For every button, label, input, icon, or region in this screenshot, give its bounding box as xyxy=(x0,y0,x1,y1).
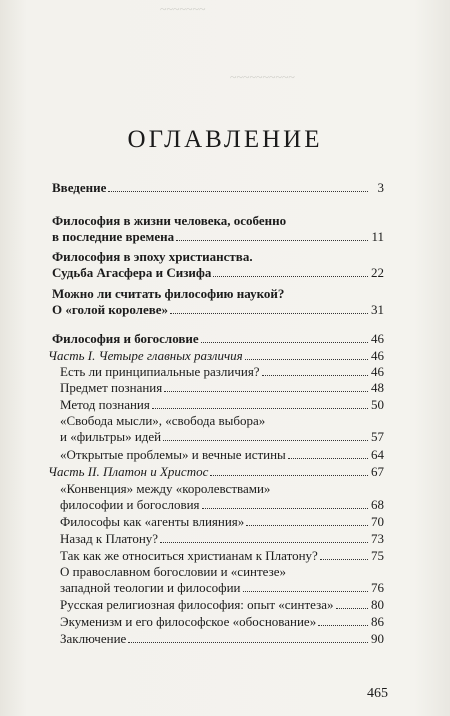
dot-leader xyxy=(202,508,368,509)
toc-entry-title: Философия и богословие xyxy=(52,331,199,346)
toc-entry xyxy=(60,531,384,547)
toc-entry-page: 90 xyxy=(371,631,384,646)
dot-leader xyxy=(210,475,368,476)
toc-entry-title: Часть I. Четыре главных различия xyxy=(48,348,243,363)
toc-entry-title: в последние времена xyxy=(52,229,175,244)
toc-entry-title: Можно ли считать философию наукой? xyxy=(52,286,285,301)
toc-entry-page: 68 xyxy=(371,497,384,512)
toc-entry xyxy=(60,564,384,596)
toc-entry-title: Философы как «агенты влияния» xyxy=(60,514,245,529)
toc-entry-title: Метод познания xyxy=(60,397,150,412)
dot-leader xyxy=(213,276,368,277)
toc-entry-page: 31 xyxy=(371,302,384,317)
toc-entry-page: 86 xyxy=(371,614,384,629)
toc-entry xyxy=(60,514,384,530)
dot-leader xyxy=(336,608,369,609)
toc-entry xyxy=(60,447,384,463)
toc-entry xyxy=(52,249,384,281)
toc-entry-title: философии и богословия xyxy=(60,497,200,512)
dot-leader xyxy=(318,625,368,626)
toc-entry-page: 80 xyxy=(371,597,384,612)
toc-entry xyxy=(52,180,384,196)
toc-entry-page: 73 xyxy=(371,531,384,546)
toc-entry xyxy=(60,548,384,564)
bleed-through-text: ~~~~~~~~~~ xyxy=(230,70,295,84)
toc-entry-title: Философия в эпоху христианства. xyxy=(52,249,253,264)
dot-leader xyxy=(320,559,368,560)
toc-entry-title: О православном богословии и «синтезе» xyxy=(60,564,287,579)
toc-entry-page: 48 xyxy=(371,380,384,395)
toc-entry-page: 3 xyxy=(377,180,384,195)
dot-leader xyxy=(262,375,368,376)
toc-entry-title: Судьба Агасфера и Сизифа xyxy=(52,265,212,280)
dot-leader xyxy=(176,240,368,241)
bleed-through-text: ~~~~~~~ xyxy=(160,2,206,16)
toc-entry xyxy=(52,286,384,318)
toc-entry-title: О «голой королеве» xyxy=(52,302,169,317)
toc-entry-title: Введение xyxy=(52,180,107,195)
toc-entry-title: Экуменизм и его философское «обоснование» xyxy=(60,614,317,629)
toc-entry-page: 46 xyxy=(371,348,384,363)
toc-entry-page: 11 xyxy=(371,229,384,244)
dot-leader xyxy=(164,391,368,392)
dot-leader xyxy=(288,458,368,459)
toc-entry-title: и «фильтры» идей xyxy=(60,429,162,444)
toc-entry xyxy=(60,481,384,513)
toc-entry-title: Есть ли принципиальные различия? xyxy=(60,364,260,379)
toc-entry-title: Философия в жизни человека, особенно xyxy=(52,213,287,228)
dot-leader xyxy=(246,525,368,526)
toc-entry-page: 57 xyxy=(371,429,384,444)
toc-entry xyxy=(60,397,384,413)
toc-entry xyxy=(52,331,384,347)
toc-entry-title: Назад к Платону? xyxy=(60,531,159,546)
toc-entry-page: 67 xyxy=(371,464,384,479)
toc-entry xyxy=(52,213,384,245)
toc-heading: ОГЛАВЛЕНИЕ xyxy=(127,126,323,153)
toc-entry-page: 46 xyxy=(371,364,384,379)
toc-entry xyxy=(48,464,384,480)
page-number: 465 xyxy=(367,686,388,701)
toc-entry xyxy=(60,413,384,445)
toc-entry xyxy=(60,364,384,380)
toc-entry-title: Часть II. Платон и Христос xyxy=(48,464,209,479)
toc-entry-title: «Открытые проблемы» и вечные истины xyxy=(60,447,286,462)
dot-leader xyxy=(201,342,368,343)
dot-leader xyxy=(170,313,368,314)
toc-entry-title: Русская религиозная философия: опыт «синтеза» xyxy=(60,597,334,612)
toc-entry-page: 76 xyxy=(371,580,384,595)
toc-entry xyxy=(60,614,384,630)
toc-entry-page: 70 xyxy=(371,514,384,529)
dot-leader xyxy=(152,408,368,409)
dot-leader xyxy=(160,542,368,543)
toc-entry-page: 22 xyxy=(371,265,384,280)
toc-entry-page: 75 xyxy=(371,548,384,563)
dot-leader xyxy=(243,591,368,592)
toc-entry-page: 46 xyxy=(371,331,384,346)
toc-entry-title: западной теологии и философии xyxy=(60,580,241,595)
toc-entry-page: 64 xyxy=(371,447,384,462)
toc-entry-page: 50 xyxy=(371,397,384,412)
dot-leader xyxy=(163,440,368,441)
toc-entry xyxy=(60,380,384,396)
dot-leader xyxy=(128,642,368,643)
dot-leader xyxy=(108,191,368,192)
toc-entry xyxy=(60,597,384,613)
toc-entry xyxy=(60,631,384,647)
toc-entry-title: Так как же относиться христианам к Платону? xyxy=(60,548,318,563)
toc-entry xyxy=(48,348,384,364)
dot-leader xyxy=(245,359,368,360)
toc-entry-title: Предмет познания xyxy=(60,380,163,395)
toc-entry-title: «Конвенция» между «королевствами» xyxy=(60,481,271,496)
toc-entry-title: Заключение xyxy=(60,631,127,646)
toc-entry-title: «Свобода мысли», «свобода выбора» xyxy=(60,413,266,428)
